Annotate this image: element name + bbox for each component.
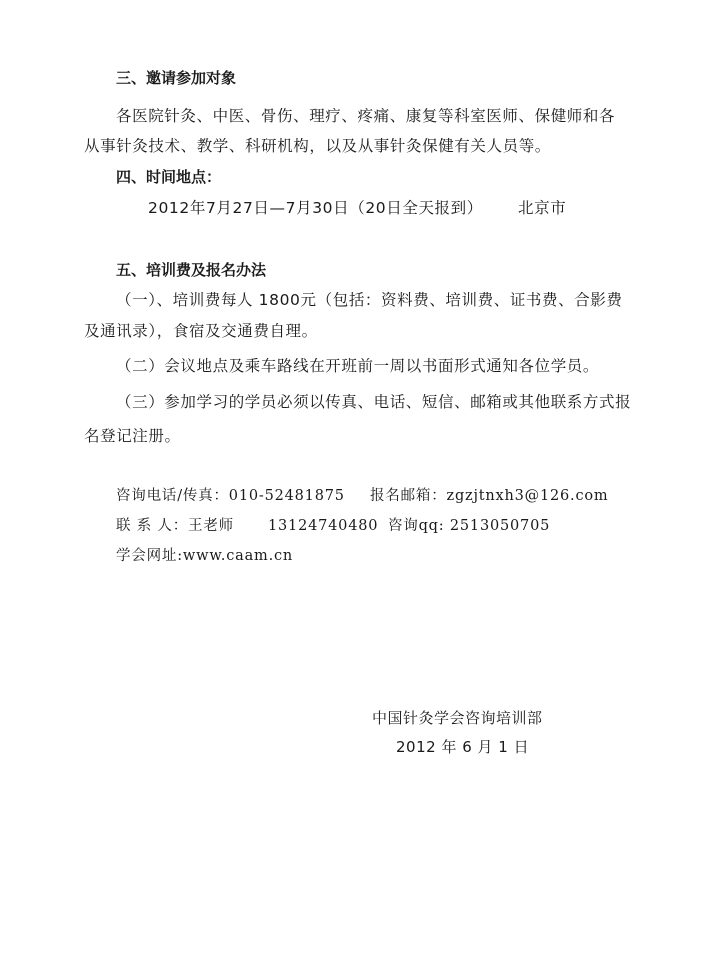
section-3-heading: 三、邀请参加对象 <box>116 69 237 87</box>
qq-value: 2513050705 <box>449 518 551 534</box>
contact-website-row <box>116 546 293 566</box>
qq-label: 咨询qq: <box>388 518 445 534</box>
registration-line-1: （三）参加学习的学员必须以传真、电话、短信、邮箱或其他联系方式报 <box>116 393 632 411</box>
fee-line-1: （一）、培训费每人 1800元（包括：资料费、培训费、证书费、合影费 <box>116 291 623 309</box>
contact-phone-row <box>116 486 345 506</box>
website-value: www.caam.cn <box>182 548 294 564</box>
contact-person-row <box>116 516 234 536</box>
signature-date: 2012 年 6 月 1 日 <box>396 738 530 756</box>
signature-organization: 中国针灸学会咨询培训部 <box>372 709 543 727</box>
section-4-heading: 四、时间地点： <box>116 168 222 186</box>
email-label: 报名邮箱： <box>370 488 447 504</box>
email-value: zgzjtnxh3@126.com <box>446 488 609 504</box>
registration-line-2: 名登记注册。 <box>84 427 181 445</box>
contact-qq-row <box>388 516 550 536</box>
event-dates: 2012年7月27日—7月30日（20日全天报到） <box>148 199 483 217</box>
section-3-text-line-1: 各医院针灸、中医、骨伤、理疗、疼痛、康复等科室医师、保健师和各 <box>116 107 616 125</box>
event-location: 北京市 <box>518 199 567 217</box>
phone-label: 咨询电话/传真： <box>116 488 229 504</box>
website-label: 学会网址: <box>116 548 183 564</box>
fee-line-2: 及通讯录），食宿及交通费自理。 <box>84 322 318 340</box>
venue-notice: （二）会议地点及乘车路线在开班前一周以书面形式通知各位学员。 <box>116 357 600 375</box>
section-5-heading: 五、培训费及报名办法 <box>116 261 267 279</box>
person-name: 王老师 <box>188 518 234 534</box>
section-3-text-line-2: 从事针灸技术、教学、科研机构，以及从事针灸保健有关人员等。 <box>84 137 551 155</box>
person-phone: 13124740480 <box>268 518 379 534</box>
phone-value: 010-52481875 <box>228 488 345 504</box>
contact-email-row <box>370 486 608 506</box>
person-label: 联 系 人： <box>116 518 189 534</box>
